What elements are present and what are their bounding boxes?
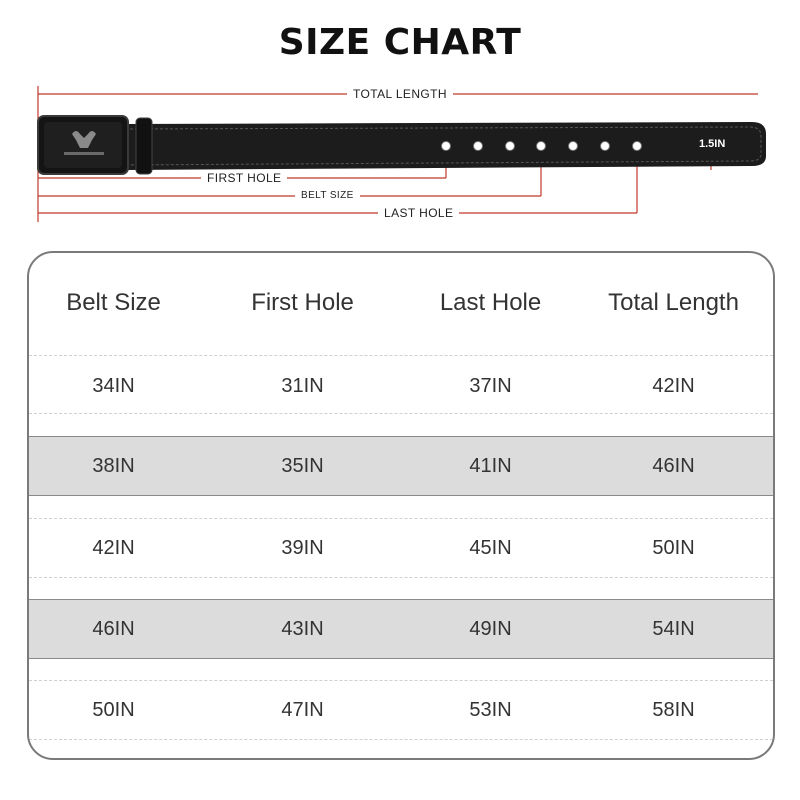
- cell-first-hole: 39IN: [281, 536, 324, 559]
- table-row: [29, 436, 773, 496]
- cell-last-hole: 37IN: [469, 374, 512, 397]
- belt-keeper: [136, 118, 152, 174]
- belt-hole: [601, 142, 610, 151]
- header-last-hole: Last Hole: [439, 289, 542, 316]
- belt-hole: [537, 142, 546, 151]
- table-row: [29, 681, 773, 739]
- table-header: [29, 253, 773, 353]
- cell-first-hole: 47IN: [281, 698, 324, 721]
- width-label: 1.5IN: [699, 138, 726, 150]
- cell-total-length: 46IN: [652, 454, 695, 477]
- cell-last-hole: 45IN: [469, 536, 512, 559]
- table-row: [29, 599, 773, 659]
- cell-belt-size: 50IN: [92, 698, 135, 721]
- row-divider: [29, 577, 773, 578]
- cell-belt-size: 46IN: [92, 617, 135, 640]
- belt-hole: [442, 142, 451, 151]
- cell-first-hole: 43IN: [281, 617, 324, 640]
- cell-belt-size: 38IN: [92, 454, 135, 477]
- row-divider: [29, 413, 773, 414]
- header-belt-size: Belt Size: [66, 289, 161, 316]
- last-hole-label: LAST HOLE: [378, 206, 459, 220]
- belt-hole: [633, 142, 642, 151]
- cell-total-length: 42IN: [652, 374, 695, 397]
- belt-hole: [569, 142, 578, 151]
- cell-belt-size: 34IN: [92, 374, 135, 397]
- cell-total-length: 50IN: [652, 536, 695, 559]
- first-hole-label: FIRST HOLE: [201, 171, 287, 185]
- table-row: [29, 519, 773, 577]
- belt-size-label: BELT SIZE: [295, 190, 360, 201]
- cell-last-hole: 53IN: [469, 698, 512, 721]
- row-divider: [29, 355, 773, 356]
- header-total-length: Total Length: [608, 289, 739, 316]
- cell-belt-size: 42IN: [92, 536, 135, 559]
- row-divider: [29, 739, 773, 740]
- cell-total-length: 54IN: [652, 617, 695, 640]
- page-title: SIZE CHART: [278, 22, 522, 63]
- cell-last-hole: 41IN: [469, 454, 512, 477]
- cell-total-length: 58IN: [652, 698, 695, 721]
- cell-first-hole: 35IN: [281, 454, 324, 477]
- cell-first-hole: 31IN: [281, 374, 324, 397]
- header-first-hole: First Hole: [251, 289, 354, 316]
- belt-hole: [506, 142, 515, 151]
- cell-last-hole: 49IN: [469, 617, 512, 640]
- table-row: [29, 357, 773, 415]
- total-length-label: TOTAL LENGTH: [347, 87, 453, 101]
- belt-hole: [474, 142, 483, 151]
- belt-diagram: [0, 0, 800, 240]
- size-table: [27, 251, 775, 760]
